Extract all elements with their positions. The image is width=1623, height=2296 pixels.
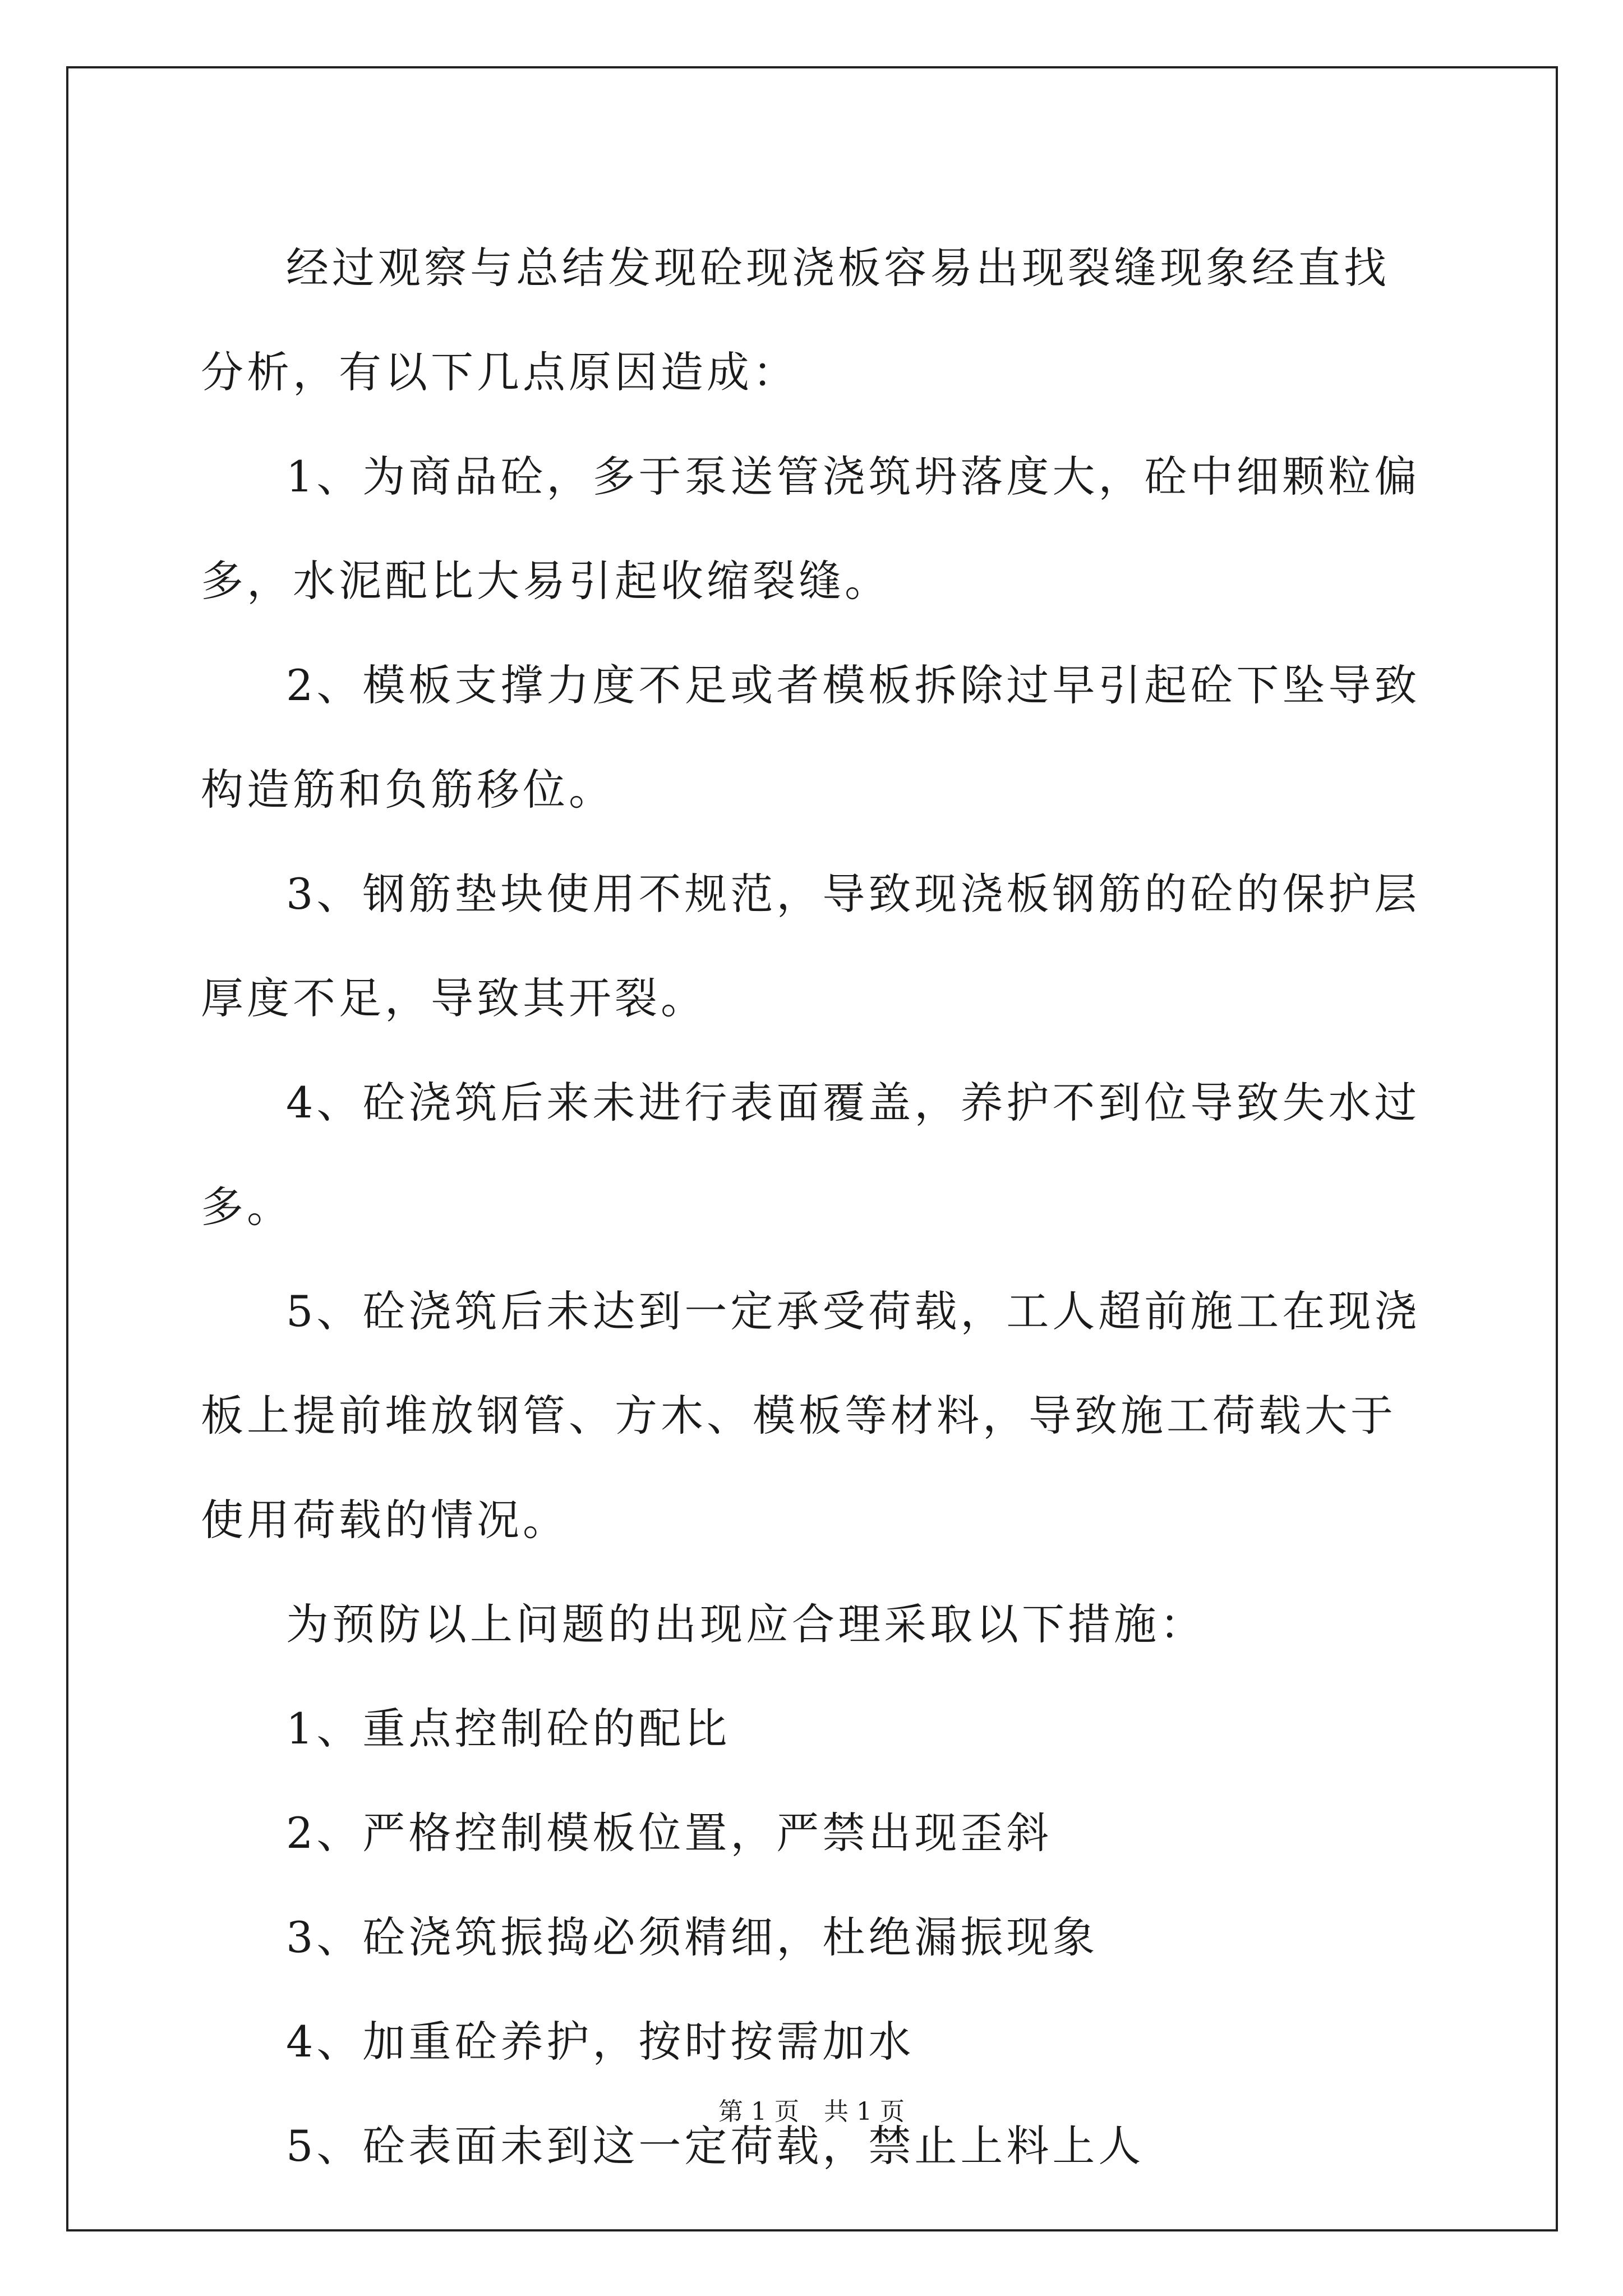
paragraph-measure-3: 3、砼浇筑振捣必须精细，杜绝漏振现象 (286, 1912, 1099, 1962)
paragraph-measure-4: 4、加重砼养护，按时按需加水 (286, 2017, 915, 2067)
paragraph-measures-intro: 为预防以上问题的出现应合理采取以下措施： (286, 1599, 1206, 1649)
paragraph-measure-1: 1、重点控制砼的配比 (286, 1704, 731, 1754)
paragraph-measure-2: 2、严格控制模板位置，严禁出现歪斜 (286, 1808, 1053, 1858)
paragraph-measure-5: 5、砼表面未到这一定荷载，禁止上料上人 (286, 2121, 1145, 2171)
paragraph-cause-5: 5、砼浇筑后未达到一定承受荷载，工人超前施工在现浇板上提前堆放钢管、方木、模板等材料，导致施工荷载大于使用荷载的情况。 (201, 1286, 1421, 1545)
paragraph-cause-3: 3、钢筋垫块使用不规范，导致现浇板钢筋的砼的保护层厚度不足，导致其开裂。 (201, 869, 1421, 1023)
paragraph-cause-4: 4、砼浇筑后来未进行表面覆盖，养护不到位导致失水过多。 (201, 1078, 1421, 1232)
page-number-footer: 第 1 页 共 1 页 (718, 2097, 905, 2126)
document-body (201, 216, 1429, 2198)
paragraph-cause-2: 2、模板支撑力度不足或者模板拆除过早引起砼下坠导致构造筋和负筋移位。 (201, 660, 1421, 815)
paragraph-cause-1: 1、为商品砼，多于泵送管浇筑坍落度大，砼中细颗粒偏多，水泥配比大易引起收缩裂缝。 (201, 452, 1421, 606)
paragraph-intro: 经过观察与总结发现砼现浇板容易出现裂缝现象经直找分析，有以下几点原因造成： (201, 243, 1390, 397)
